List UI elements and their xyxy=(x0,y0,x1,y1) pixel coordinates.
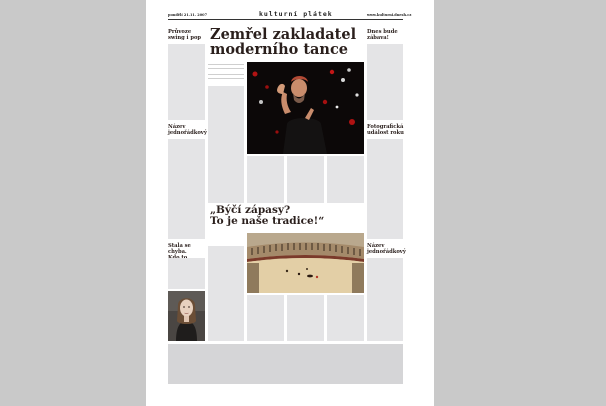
teaser-line xyxy=(208,68,244,69)
masthead-url: www.kulturni.dnesh.cz xyxy=(367,13,412,17)
masthead-date: pondělí 21.11. 2007 xyxy=(168,13,208,17)
sidebar-left-headline-1: Průvoze swing i pop xyxy=(168,29,202,41)
sidebar-left-headline-3: Stala se chyba. xyxy=(168,243,191,255)
column-block xyxy=(287,295,324,341)
second-headline: „Býčí zápasy? To je naše tradice!“ xyxy=(210,204,325,228)
masthead-title: kulturní plátek xyxy=(259,10,333,18)
sidebar-right-block-2 xyxy=(367,139,403,239)
column-block xyxy=(247,156,284,203)
column-block xyxy=(327,156,364,203)
bottom-ad-block xyxy=(168,344,403,384)
teaser-line xyxy=(208,74,244,75)
sidebar-left-block-3 xyxy=(168,258,205,289)
column-block xyxy=(327,295,364,341)
sidebar-right-headline-1: Dnes bude zábava! xyxy=(367,29,398,41)
sidebar-left-block-2 xyxy=(168,139,205,239)
column-block-second-left xyxy=(208,246,244,341)
masthead-rule xyxy=(168,19,403,20)
column-block-main-left xyxy=(208,86,244,203)
column-block xyxy=(247,295,284,341)
teaser-line xyxy=(208,64,244,65)
woman-portrait-icon xyxy=(168,291,205,341)
sidebar-left-headline-2: Název jednořádkový xyxy=(168,124,207,136)
sidebar-right-headline-2: Fotografická událost roku xyxy=(367,124,404,136)
sidebar-right-headline-3: Název jednořádkový xyxy=(367,243,406,255)
main-headline: Zemřel zakladatel moderního tance xyxy=(210,26,357,59)
column-block xyxy=(287,156,324,203)
sidebar-right-block-1 xyxy=(367,44,403,120)
sidebar-left-block-1 xyxy=(168,44,205,120)
newspaper-page xyxy=(146,0,434,406)
sidebar-right-block-3 xyxy=(367,258,403,341)
bullring-photo-icon xyxy=(247,233,364,293)
dancer-photo-icon xyxy=(247,62,364,154)
teaser-line xyxy=(208,78,244,79)
